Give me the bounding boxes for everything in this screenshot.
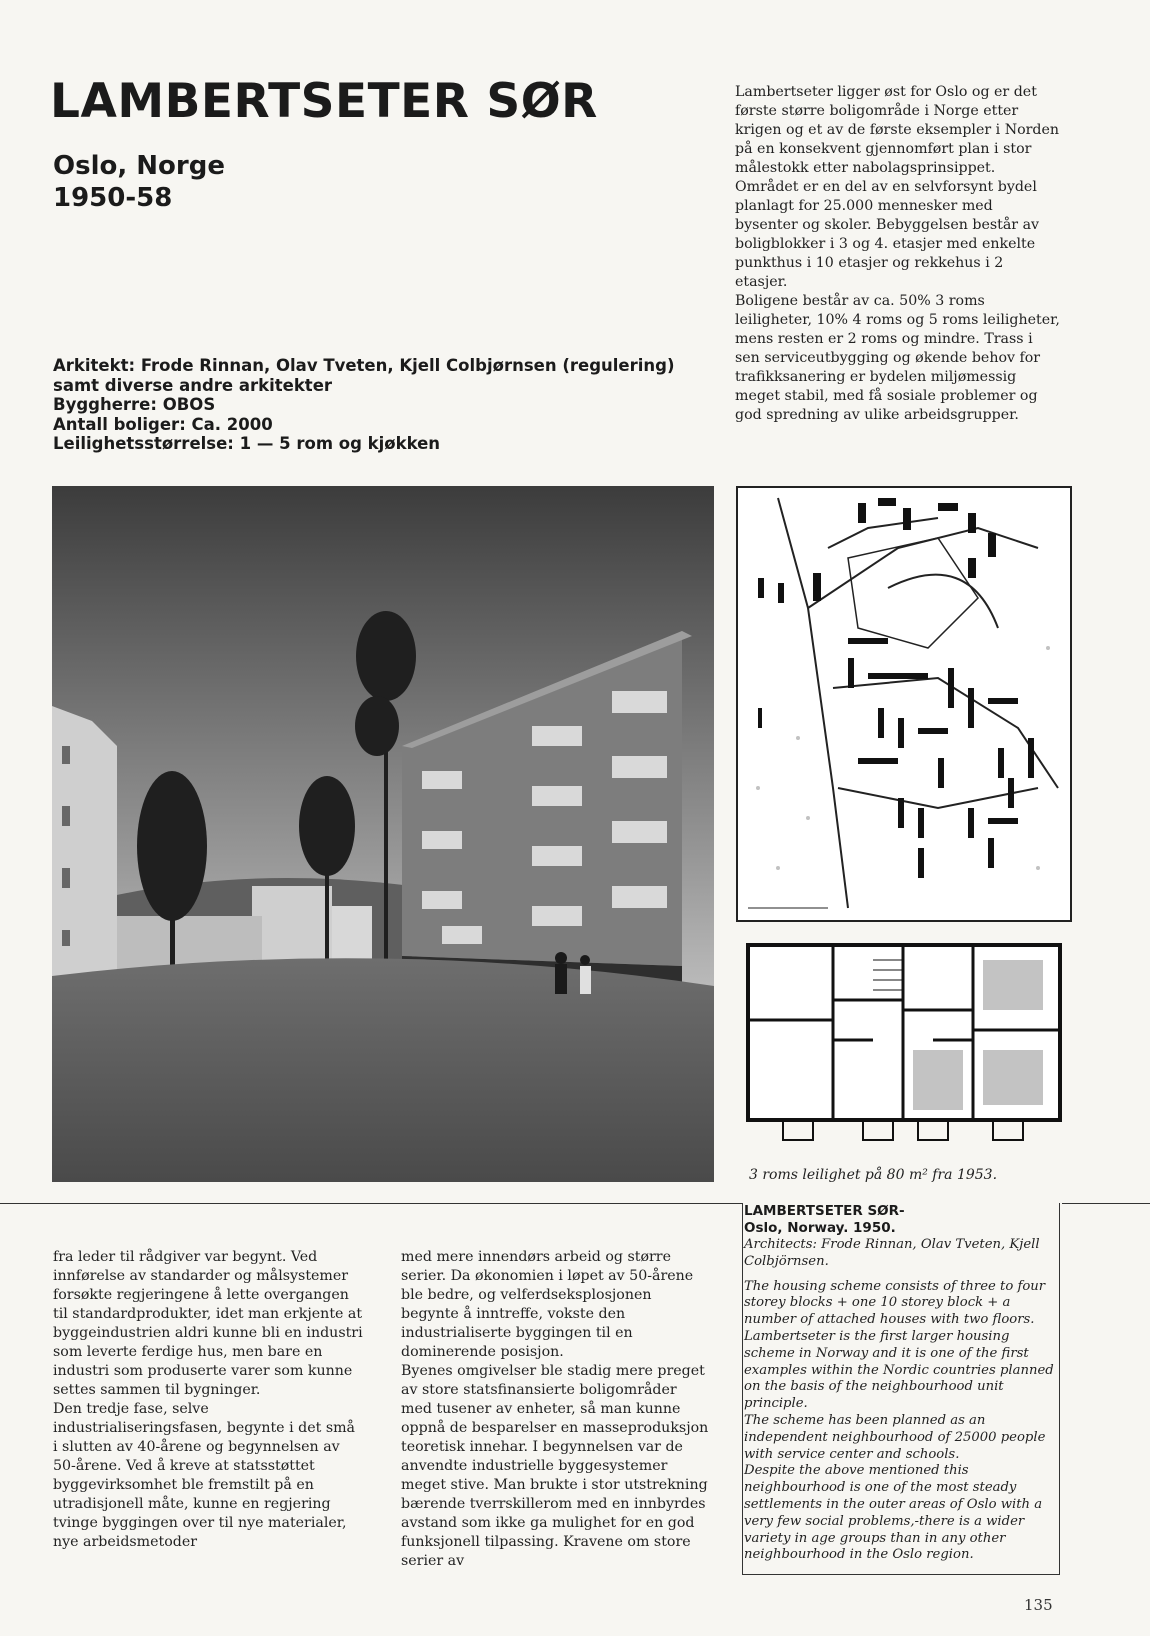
- credit-line: Leilighetsstørrelse: 1 — 5 rom og kjøkken: [53, 434, 441, 453]
- site-plan-map: [736, 486, 1072, 922]
- summary-paragraph: The housing scheme consists of three to four storey blocks + one 10 storey block + a number of attached houses with two floors.: [744, 1278, 1046, 1328]
- credit-line: samt diverse andre arkitekter: [53, 375, 333, 395]
- summary-paragraph: Lambertseter is the first larger housing scheme in Norway and it is one of the first examples within the Nordic countries planned on the basis of the neighbourhood unit principle.: [744, 1328, 1054, 1412]
- project-credits: [53, 356, 675, 454]
- intro-paragraph: Lambertseter ligger øst for Oslo og er det første større boligområde i Norge etter krigen og et av de første eksempler i Norden på en konsekvent gjennomført plan i stor målestokk etter nabolagsprinsippet.: [735, 84, 1060, 176]
- credit-line: Antall boliger: Ca. 2000: [53, 414, 273, 434]
- body-column-2: [401, 1248, 711, 1571]
- body-paragraph: Den tredje fase, selve industrialiseringsfasen, begynte i det små i slutten av 40-årene og begynnelsen av 50-årene. Ved å kreve at statsstøttet byggevirksomhet ble fremstilt på en utradisjonell måte, kunne en regjering tvinge byggingen over til nye materialer, nye arbeidsmetoder: [53, 1401, 356, 1550]
- body-column-1: [53, 1248, 363, 1552]
- housing-photo: [52, 486, 714, 1182]
- summary-paragraph: The scheme has been planned as an independent neighbourhood of 25000 people with service center and schools.: [744, 1412, 1046, 1462]
- credit-line: Byggherre: OBOS: [53, 395, 216, 414]
- subtitle-years: 1950-58: [53, 183, 173, 213]
- page-number: 135: [1024, 1596, 1053, 1614]
- body-paragraph: fra leder til rådgiver var begynt. Ved innførelse av standarder og målsystemer forsøkte regjeringene å lette overgangen til standardprodukter, idet man erkjente at byggeindustrien aldri kunne bli en industri som leverte ferdige hus, men bare en industri som produserte varer som kunne settes sammen til bygninger.: [53, 1249, 363, 1398]
- subtitle-location: Oslo, Norge: [53, 151, 225, 181]
- page-title: LAMBERTSETER SØR: [50, 74, 598, 129]
- intro-paragraph: Boligene består av ca. 50% 3 roms leiligheter, 10% 4 roms og 5 roms leiligheter, mens resten er 2 roms og mindre. Trass i sen serviceutbygging og økende behov for trafikksanering er bydelen miljømessig meget stabil, med få sosiale problemer og god spredning av ulike arbeidsgrupper.: [735, 293, 1060, 423]
- summary-architects: Architects: Frode Rinnan, Olav Tveten, Kjell Colbjörnsen.: [744, 1237, 1040, 1269]
- intro-text: [735, 83, 1060, 425]
- section-divider: [0, 1203, 742, 1204]
- body-paragraph: med mere innendørs arbeid og større serier. Da økonomien i løpet av 50-årene ble bedre, og velferdseksplosjonen begynte å inntreffe, vokste den industrialiserte byggingen til en dominerende posisjon.: [401, 1249, 694, 1360]
- summary-heading: LAMBERTSETER SØR-: [744, 1203, 905, 1219]
- floor-plan-drawing: [743, 940, 1065, 1150]
- summary-heading: Oslo, Norway. 1950.: [744, 1220, 896, 1236]
- credit-line: Arkitekt: Frode Rinnan, Olav Tveten, Kjell Colbjørnsen (regulering): [53, 356, 675, 375]
- section-divider: [1062, 1203, 1150, 1204]
- page-subtitle: [53, 150, 225, 214]
- body-paragraph: Byenes omgivelser ble stadig mere preget av store statsfinansierte boligområder med tusener av enheter, så man kunne oppnå de besparelser en masseproduksjon teoretisk innehar. I begynnelsen var de anvendte industrielle byggesystemer meget stive. Man brukte i stor utstrekning bærende tverrskillerom med en innbyrdes avstand som ikke ga mulighet for en god funksjonell tilpassing. Kravene om store serier av: [401, 1363, 709, 1569]
- intro-paragraph: Området er en del av en selvforsynt bydel planlagt for 25.000 mennesker med bysenter og skoler. Bebyggelsen består av boligblokker i 3 og 4. etasjer med enkelte punkthus i 10 etasjer og rekkehus i 2 etasjer.: [735, 179, 1040, 290]
- floor-plan-caption: 3 roms leilighet på 80 m² fra 1953.: [749, 1167, 998, 1183]
- summary-paragraph: Despite the above mentioned this neighbourhood is one of the most steady settlements in the outer areas of Oslo with a very few social problems,-there is a wider variety in age groups than in any other neighbourhood in the Oslo region.: [744, 1463, 1043, 1563]
- english-summary-box: [742, 1203, 1060, 1575]
